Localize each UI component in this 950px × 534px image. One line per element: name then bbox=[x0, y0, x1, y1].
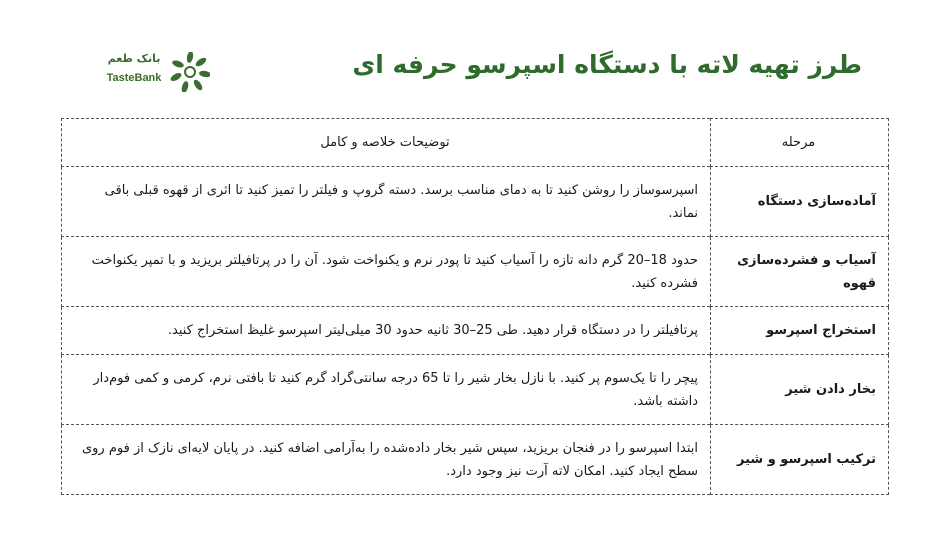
table-row bbox=[62, 307, 889, 355]
description-cell: حدود 18–20 گرم دانه تازه را آسیاب کنید تا پودر نرم و یکنواخت شود. آن را در پرتافیلتر بریزید و با تمپر یکنواخت فشرده کنید. bbox=[62, 237, 711, 307]
header-description: توضیحات خلاصه و کامل bbox=[62, 119, 711, 167]
page-title: طرز تهیه لاته با دستگاه اسپرسو حرفه ای bbox=[352, 50, 862, 79]
header-stage: مرحله bbox=[711, 119, 889, 167]
stage-cell: بخار دادن شیر bbox=[711, 355, 889, 425]
stage-cell: آسیاب و فشرده‌سازی قهوه bbox=[711, 237, 889, 307]
table-header-row bbox=[62, 119, 889, 167]
brand-logo bbox=[98, 52, 212, 92]
table-row bbox=[62, 425, 889, 495]
logo-text bbox=[98, 52, 170, 86]
logo-name-en: TasteBank bbox=[106, 72, 162, 84]
leaf-wreath-icon bbox=[170, 52, 210, 92]
recipe-steps-table bbox=[61, 118, 889, 495]
table-row bbox=[62, 237, 889, 307]
description-cell: پرتافیلتر را در دستگاه قرار دهید. طی 25–30 ثانیه حدود 30 میلی‌لیتر اسپرسو غلیظ استخراج کنید. bbox=[62, 307, 711, 355]
description-cell: پیچر را تا یک‌سوم پر کنید. با نازل بخار شیر را تا 65 درجه سانتی‌گراد گرم کنید تا بافتی نرم، کرمی و کمی فوم‌دار داشته باشد. bbox=[62, 355, 711, 425]
logo-name-fa: بانک طعم bbox=[107, 52, 161, 65]
stage-cell: آماده‌سازی دستگاه bbox=[711, 167, 889, 237]
table-row bbox=[62, 167, 889, 237]
description-cell: اسپرسوساز را روشن کنید تا به دمای مناسب برسد. دسته گروپ و فیلتر را تمیز کنید تا اثری از قهوه قبلی باقی نماند. bbox=[62, 167, 711, 237]
table-row bbox=[62, 355, 889, 425]
stage-cell: استخراج اسپرسو bbox=[711, 307, 889, 355]
stage-cell: ترکیب اسپرسو و شیر bbox=[711, 425, 889, 495]
description-cell: ابتدا اسپرسو را در فنجان بریزید، سپس شیر بخار داده‌شده را به‌آرامی اضافه کنید. در پایان لایه‌ای نازک از فوم روی سطح ایجاد کنید. امکان لاته آرت نیز وجود دارد. bbox=[62, 425, 711, 495]
